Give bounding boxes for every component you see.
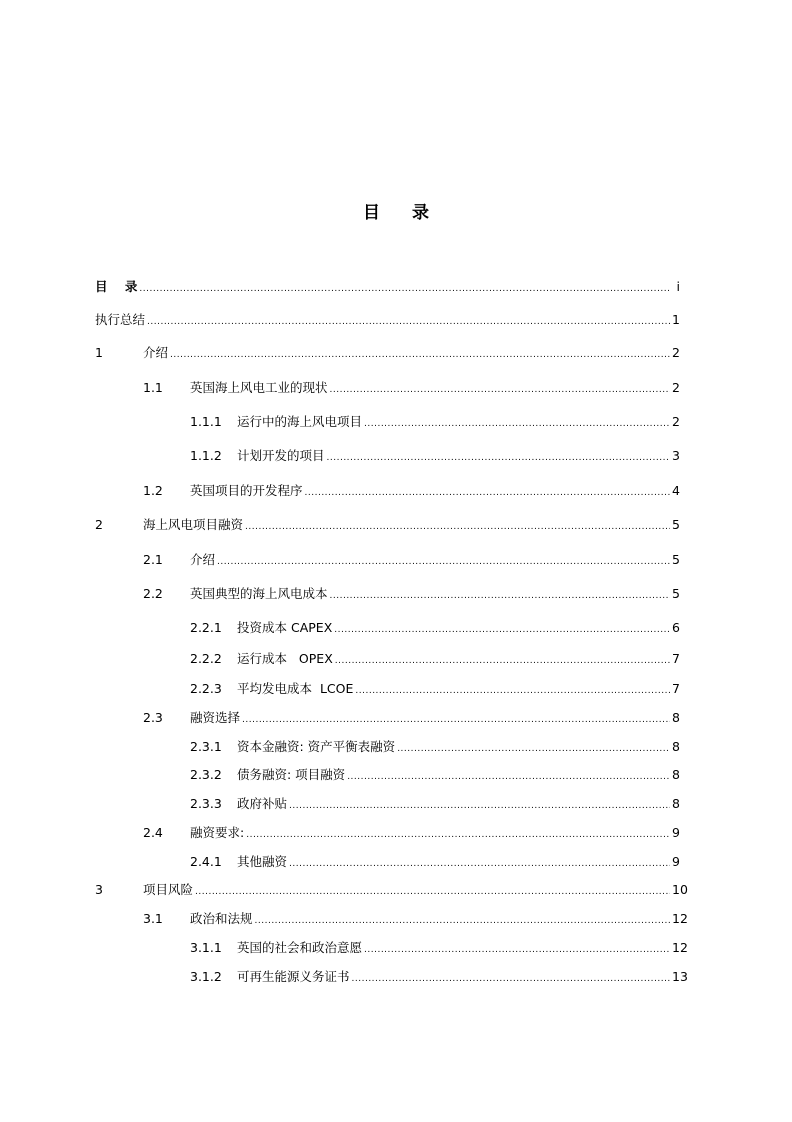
toc-entry-number: 2.3	[143, 710, 163, 725]
toc-page-number: 6	[672, 620, 680, 635]
toc-entry-number: 1.1	[143, 380, 163, 395]
toc-entry-number: 1.2	[143, 483, 163, 498]
toc-leader-dots	[305, 485, 670, 501]
toc-entry[interactable]	[190, 739, 680, 755]
toc-page-number: 2	[672, 380, 680, 395]
toc-entry[interactable]	[190, 620, 680, 636]
toc-page-number: i	[676, 279, 680, 294]
toc-leader-dots	[352, 971, 670, 987]
toc-entry-label: 海上风电项目融资	[143, 517, 244, 532]
toc-leader-dots	[355, 683, 670, 699]
toc-leader-dots	[289, 798, 670, 814]
toc-entry-number: 2.1	[143, 552, 163, 567]
toc-leader-dots	[242, 712, 670, 728]
toc-entry-label: 可再生能源义务证书	[237, 969, 350, 984]
toc-entry-number: 2.2.3	[190, 681, 222, 696]
toc-entry[interactable]	[143, 710, 680, 726]
toc-entry[interactable]	[95, 882, 688, 898]
toc-entry-label: 英国海上风电工业的现状	[190, 380, 328, 395]
toc-entry-label: 债务融资: 项目融资	[237, 767, 346, 782]
toc-entry-label: 其他融资	[237, 854, 288, 869]
toc-leader-dots	[335, 653, 670, 669]
toc-page-number: 5	[672, 552, 680, 567]
toc-entry-number: 3.1.2	[190, 969, 222, 984]
toc-entry-number: 2.3.1	[190, 739, 222, 754]
toc-leader-dots	[255, 913, 670, 929]
toc-leader-dots	[364, 416, 670, 432]
toc-page-number: 4	[672, 483, 680, 498]
toc-entry[interactable]	[95, 517, 680, 533]
toc-entry[interactable]	[95, 279, 680, 295]
page-title	[0, 198, 792, 223]
toc-entry[interactable]	[190, 969, 688, 985]
toc-leader-dots	[330, 382, 670, 398]
toc-entry-label: 融资选择	[190, 710, 241, 725]
toc-entry[interactable]	[95, 312, 680, 328]
toc-entry-number: 2.3.3	[190, 796, 222, 811]
toc-page-number: 8	[672, 767, 680, 782]
toc-leader-dots	[397, 741, 670, 757]
toc-entry-label: 计划开发的项目	[237, 448, 325, 463]
toc-page-number: 5	[672, 517, 680, 532]
toc-leader-dots	[170, 347, 670, 363]
toc-entry[interactable]	[143, 380, 680, 396]
toc-entry-number: 3.1	[143, 911, 163, 926]
title-char-2: 录	[412, 203, 429, 223]
toc-entry-label: 资本金融资: 资产平衡表融资	[237, 739, 396, 754]
toc-page-number: 1	[672, 312, 680, 327]
toc-entry-number: 2.4.1	[190, 854, 222, 869]
toc-entry[interactable]	[190, 414, 680, 430]
toc-entry-number: 2	[95, 517, 103, 532]
toc-entry-number: 1	[95, 345, 103, 360]
toc-entry[interactable]	[190, 651, 680, 667]
toc-entry[interactable]	[190, 448, 680, 464]
toc-entry-number: 2.2.2	[190, 651, 222, 666]
toc-leader-dots	[139, 281, 670, 297]
toc-leader-dots	[364, 942, 670, 958]
toc-entry-number: 2.3.2	[190, 767, 222, 782]
toc-leader-dots	[289, 856, 670, 872]
toc-entry-number: 2.2	[143, 586, 163, 601]
toc-entry-label: 融资要求:	[190, 825, 245, 840]
toc-entry-number: 1.1.1	[190, 414, 222, 429]
toc-entry[interactable]	[143, 586, 680, 602]
toc-leader-dots	[246, 827, 670, 843]
toc-entry-label: 政治和法规	[190, 911, 253, 926]
toc-entry-label: 英国项目的开发程序	[190, 483, 303, 498]
toc-leader-dots	[245, 519, 670, 535]
toc-entry-label: 平均发电成本 LCOE	[237, 681, 354, 696]
toc-entry[interactable]	[190, 681, 680, 697]
toc-entry-label: 项目风险	[143, 882, 194, 897]
toc-page-number: 12	[672, 940, 688, 955]
toc-entry[interactable]	[190, 767, 680, 783]
toc-entry-label: 介绍	[190, 552, 216, 567]
toc-page-number: 8	[672, 739, 680, 754]
toc-leader-dots	[334, 622, 670, 638]
toc-entry-number: 3	[95, 882, 103, 897]
toc-entry-label: 目 录	[95, 279, 138, 294]
toc-leader-dots	[330, 588, 670, 604]
toc-page-number: 9	[672, 825, 680, 840]
toc-leader-dots	[327, 450, 670, 466]
toc-entry-number: 1.1.2	[190, 448, 222, 463]
toc-page-number: 10	[672, 882, 688, 897]
toc-entry[interactable]	[190, 940, 688, 956]
toc-leader-dots	[347, 769, 670, 785]
toc-entry-number: 3.1.1	[190, 940, 222, 955]
toc-entry-label: 运行成本 OPEX	[237, 651, 333, 666]
toc-entry-label: 介绍	[143, 345, 169, 360]
toc-entry-number: 2.4	[143, 825, 163, 840]
toc-page-number: 9	[672, 854, 680, 869]
toc-page-number: 5	[672, 586, 680, 601]
toc-leader-dots	[195, 884, 670, 900]
toc-entry-label: 执行总结	[95, 312, 146, 327]
toc-entry[interactable]	[143, 483, 680, 499]
toc-entry[interactable]	[143, 552, 680, 568]
toc-page-number: 2	[672, 345, 680, 360]
toc-entry-label: 政府补贴	[237, 796, 288, 811]
toc-entry-label: 投资成本 CAPEX	[237, 620, 333, 635]
toc-entry-label: 英国典型的海上风电成本	[190, 586, 328, 601]
toc-page-number: 8	[672, 710, 680, 725]
toc-page-number: 2	[672, 414, 680, 429]
toc-entry-label: 运行中的海上风电项目	[237, 414, 363, 429]
title-char-1: 目	[363, 203, 380, 223]
toc-entry-number: 2.2.1	[190, 620, 222, 635]
toc-page-number: 12	[672, 911, 688, 926]
toc-entry[interactable]	[143, 825, 680, 841]
toc-entry[interactable]	[190, 854, 680, 870]
toc-leader-dots	[147, 314, 670, 330]
toc-entry[interactable]	[143, 911, 688, 927]
toc-page-number: 8	[672, 796, 680, 811]
toc-page-number: 7	[672, 651, 680, 666]
toc-entry[interactable]	[190, 796, 680, 812]
toc-page-number: 3	[672, 448, 680, 463]
toc-leader-dots	[217, 554, 670, 570]
toc-page-number: 13	[672, 969, 688, 984]
toc-entry[interactable]	[95, 345, 680, 361]
toc-entry-label: 英国的社会和政治意愿	[237, 940, 363, 955]
toc-page-number: 7	[672, 681, 680, 696]
